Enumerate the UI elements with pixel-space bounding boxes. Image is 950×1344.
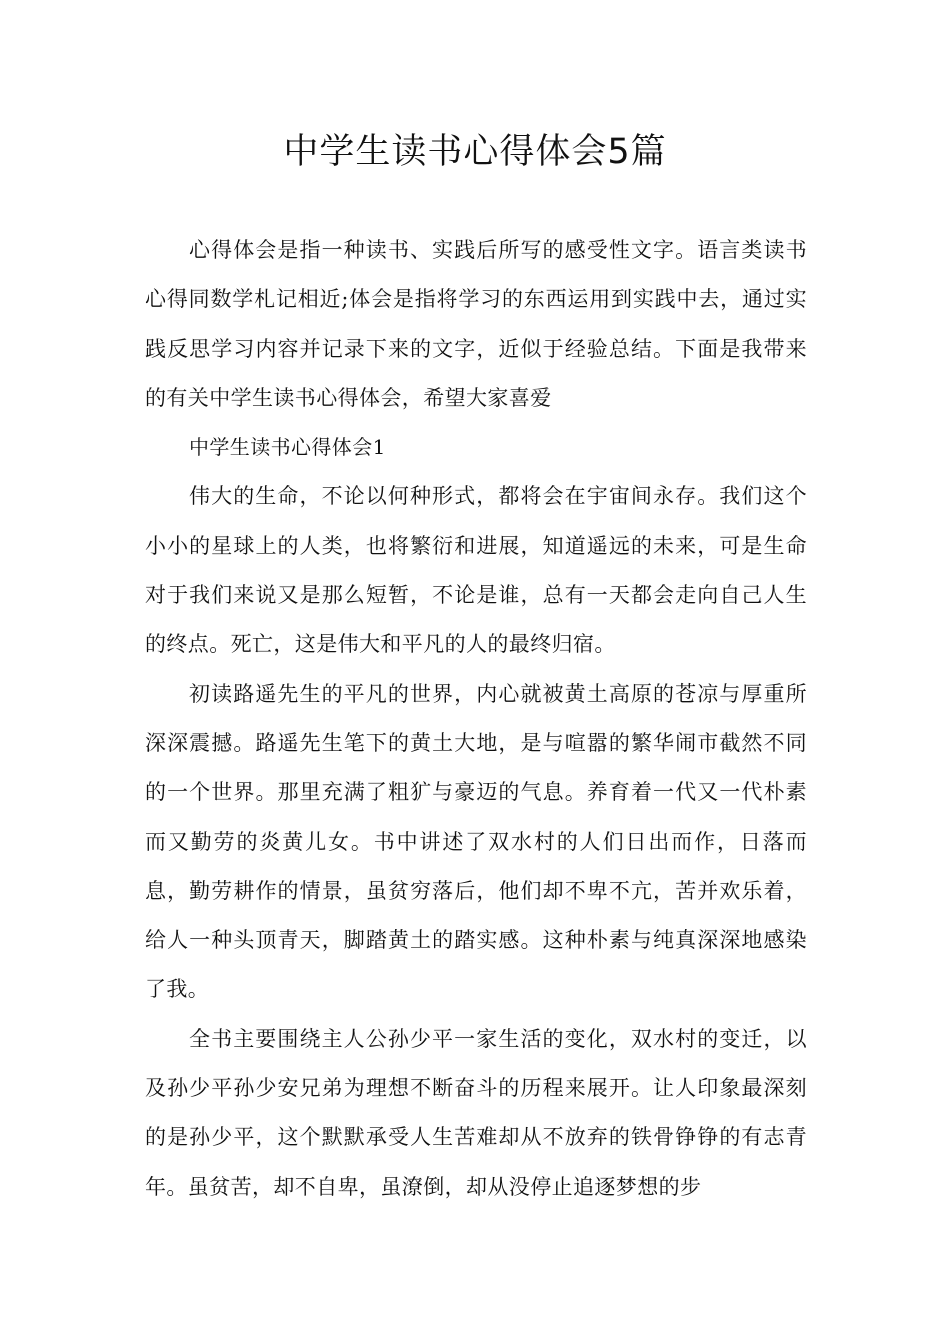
body-paragraph: 伟大的生命，不论以何种形式，都将会在宇宙间永存。我们这个小小的星球上的人类，也将繁衍和进展，知道遥远的未来，可是生命对于我们来说又是那么短暂，不论是谁，总有一天都会走向自己人生的终点。死亡，这是伟大和平凡的人的最终归宿。 — [145, 484, 807, 657]
intro-paragraph: 心得体会是指一种读书、实践后所写的感受性文字。语言类读书心得同数学札记相近;体会是指将学习的东西运用到实践中去，通过实践反思学习内容并记录下来的文字，近似于经验总结。下面是我带来的有关中学生读书心得体会，希望大家喜爱 — [145, 238, 807, 410]
body-paragraph: 初读路遥先生的平凡的世界，内心就被黄土高原的苍凉与厚重所深深震撼。路遥先生笔下的黄土大地，是与喧嚣的繁华闹市截然不同的一个世界。那里充满了粗犷与豪迈的气息。养育着一代又一代朴素而又勤劳的炎黄儿女。书中讲述了双水村的人们日出而作，日落而息，勤劳耕作的情景，虽贫穷落后，他们却不卑不亢，苦并欢乐着，给人一种头顶青天，脚踏黄土的踏实感。这种朴素与纯真深深地感染了我。 — [145, 681, 807, 1002]
document-body — [145, 226, 807, 1212]
section-heading: 中学生读书心得体会1 — [189, 435, 386, 460]
document-title: 中学生读书心得体会5篇 — [283, 132, 667, 172]
body-paragraph: 全书主要围绕主人公孙少平一家生活的变化，双水村的变迁，以及孙少平孙少安兄弟为理想不断奋斗的历程来展开。让人印象最深刻的是孙少平，这个默默承受人生苦难却从不放弃的铁骨铮铮的有志青年。虽贫苦，却不自卑，虽潦倒，却从没停止追逐梦想的步 — [145, 1026, 807, 1199]
